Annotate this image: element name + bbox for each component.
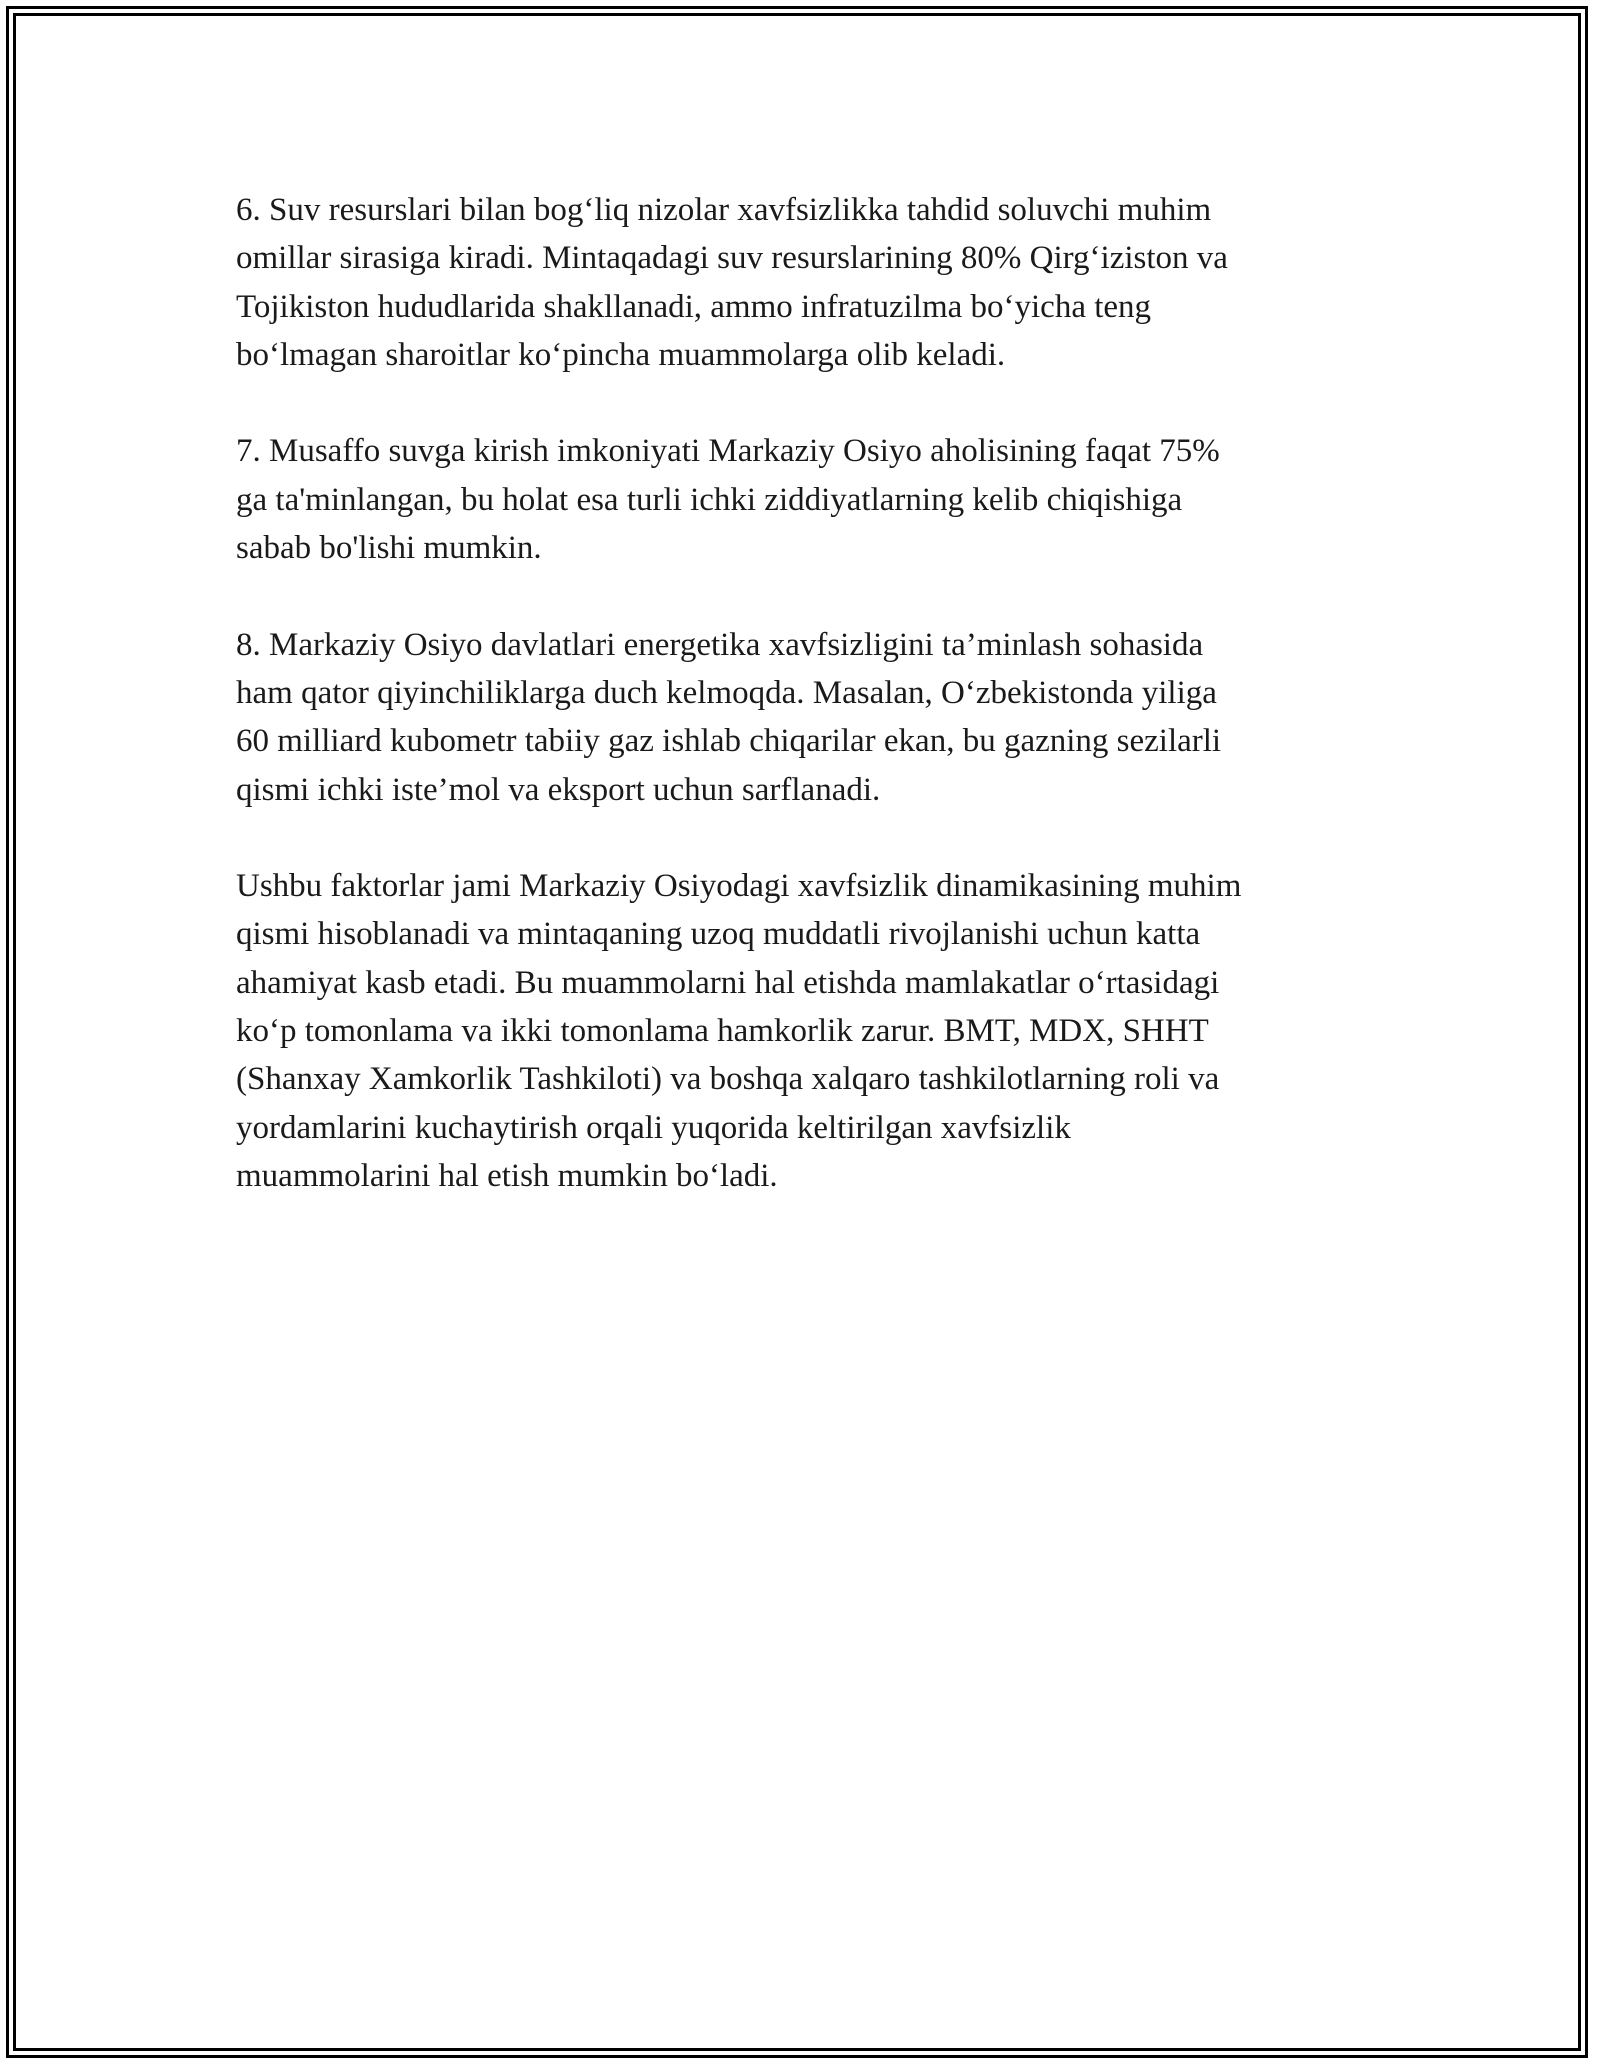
text-line: yordamlarini kuchaytirish orqali yuqorida keltirilgan xavfsizlik bbox=[236, 1109, 1071, 1146]
text-line: 7. Musaffo suvga kirish imkoniyati Markaziy Osiyo aholisining faqat 75% bbox=[236, 433, 1220, 470]
text-line: ham qator qiyinchiliklarga duch kelmoqda. Masalan, O‘zbekistonda yiliga bbox=[236, 674, 1217, 711]
text-line: qismi ichki iste’mol va eksport uchun sarflanadi. bbox=[236, 771, 881, 808]
paragraph-8 bbox=[236, 621, 1366, 814]
text-line: muammolarini hal etish mumkin bo‘ladi. bbox=[236, 1157, 778, 1194]
text-line: ko‘p tomonlama va ikki tomonlama hamkorlik zarur. BMT, MDX, SHHT bbox=[236, 1013, 1209, 1050]
text-line: 8. Markaziy Osiyo davlatlari energetika xavfsizligini ta’minlash sohasida bbox=[236, 626, 1204, 663]
text-line: Tojikiston hududlarida shakllanadi, ammo infratuzilma bo‘yicha teng bbox=[236, 288, 1152, 325]
paragraph-conclusion bbox=[236, 862, 1366, 1200]
text-line: (Shanxay Xamkorlik Tashkiloti) va boshqa xalqaro tashkilotlarning roli va bbox=[236, 1061, 1220, 1098]
text-line: bo‘lmagan sharoitlar ko‘pincha muammolarga olib keladi. bbox=[236, 336, 1006, 373]
text-line: qismi hisoblanadi va mintaqaning uzoq muddatli rivojlanishi uchun katta bbox=[236, 916, 1201, 953]
text-line: ahamiyat kasb etadi. Bu muammolarni hal etishda mamlakatlar o‘rtasidagi bbox=[236, 964, 1220, 1001]
text-line: sabab bo'lishi mumkin. bbox=[236, 530, 542, 567]
text-line: Ushbu faktorlar jami Markaziy Osiyodagi xavfsizlik dinamikasining muhim bbox=[236, 868, 1242, 905]
text-line: 6. Suv resurslari bilan bog‘liq nizolar xavfsizlikka tahdid soluvchi muhim bbox=[236, 192, 1212, 228]
paragraph-6 bbox=[236, 186, 1366, 379]
document-body bbox=[236, 186, 1366, 1249]
text-line: omillar sirasiga kiradi. Mintaqadagi suv resurslarining 80% Qirg‘iziston va bbox=[236, 240, 1228, 277]
text-line: 60 milliard kubometr tabiiy gaz ishlab chiqarilar ekan, bu gazning sezilarli bbox=[236, 723, 1222, 760]
text-line: ga ta'minlangan, bu holat esa turli ichki ziddiyatlarning kelib chiqishiga bbox=[236, 481, 1183, 518]
paragraph-7 bbox=[236, 427, 1366, 572]
